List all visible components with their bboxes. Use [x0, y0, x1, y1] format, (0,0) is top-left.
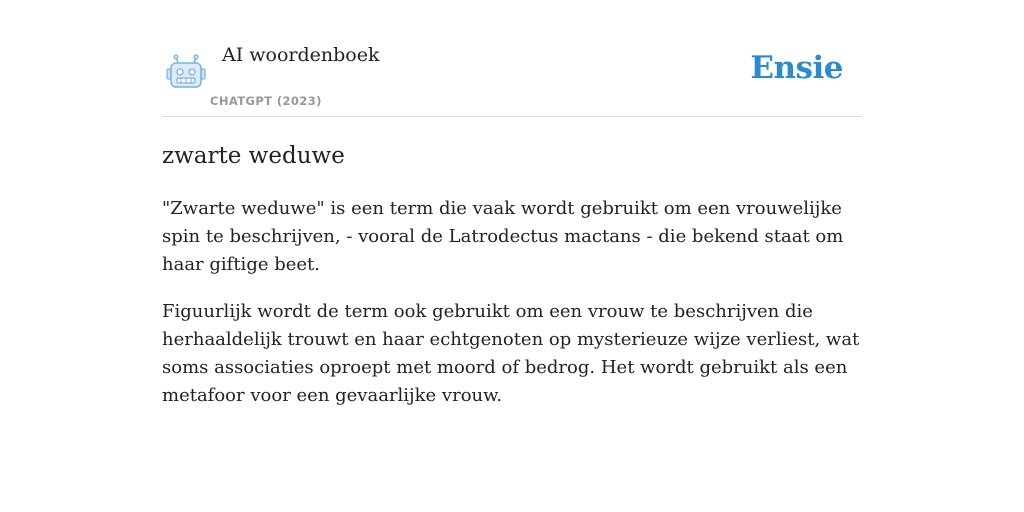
definition-paragraph: "Zwarte weduwe" is een term die vaak wordt gebruikt om een vrouwelijke spin te beschrijven, - vooral de Latrodectus mactans - die bekend staat om haar giftige beet.: [162, 198, 844, 275]
entry-container: [162, 0, 862, 410]
definition-paragraph: Figuurlijk wordt de term ook gebruikt om een vrouw te beschrijven die herhaaldelijk trouwt en haar echtgenoten op mysterieuze wijze verliest, wat soms associaties oproept met moord of bedrog. Het wordt gebruikt als een metafoor voor een gevaarlijke vrouw.: [162, 301, 860, 406]
source-subtitle: CHATGPT (2023): [210, 94, 322, 108]
source-name[interactable]: AI woordenboek: [222, 44, 380, 66]
entry-header: [162, 0, 862, 117]
robot-icon: [166, 54, 206, 90]
entry-term: zwarte weduwe: [162, 143, 345, 169]
ensie-logo[interactable]: Ensie: [750, 50, 843, 86]
entry-definition: [162, 195, 862, 410]
